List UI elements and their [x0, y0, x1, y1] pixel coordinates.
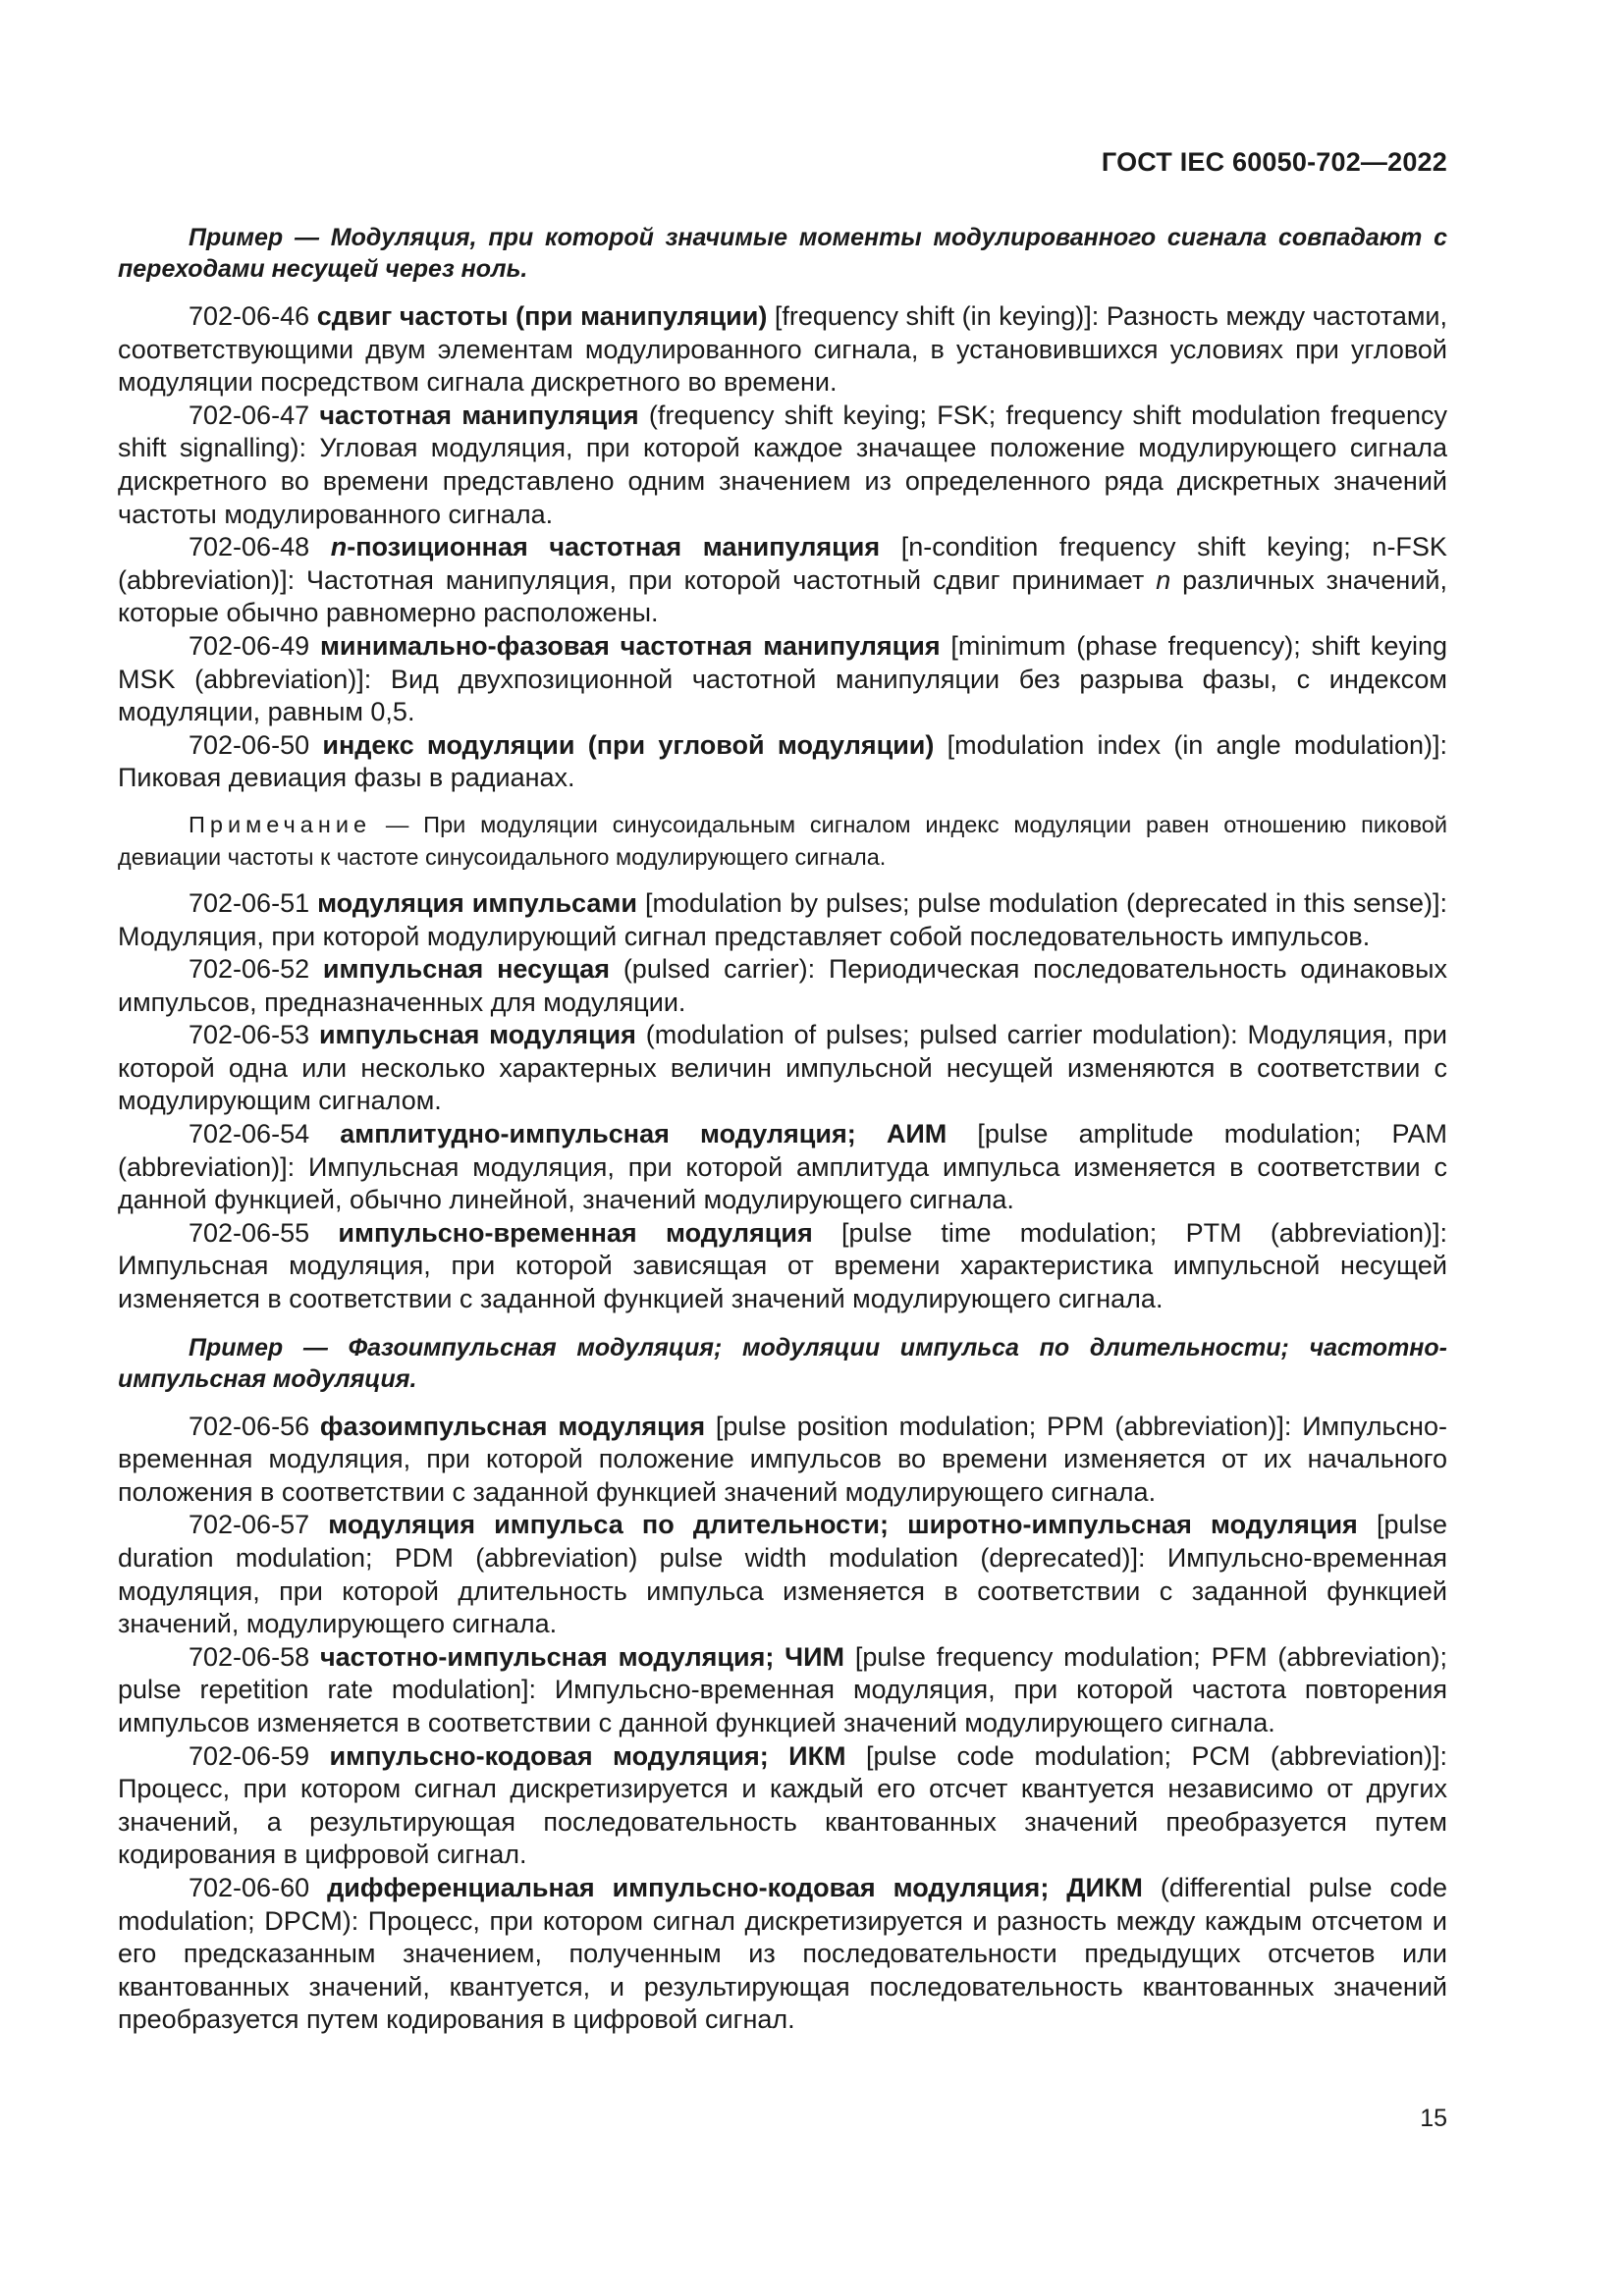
entry-number: 702-06-53 [189, 1020, 310, 1050]
entry-definition: [pulse code modulation; PCM (abbreviation)]: Процесс, при котором сигнал дискретизируется и каждый его отсчет квантуется независимо от других значений, а результирующая последовательность квантованных значений преобразуется путем кодирования в цифровой сигнал. [118, 1740, 1447, 1870]
entry-definition: [n-condition frequency shift keying; n-FSK (abbreviation)]: Частотная манипуляция, при которой частотный сдвиг принимает [118, 532, 1447, 595]
entry-definition: (frequency shift keying; FSK; frequency shift modulation frequency shift signalling): Угловая модуляция, при которой каждое значащее положение модулирующего сигнала дискретного во времени представлено одним значением из определенного ряда дискретных значений частоты модулированного сигнала. [118, 400, 1447, 529]
term-entry [118, 400, 1447, 531]
entry-number: 702-06-48 [189, 532, 310, 562]
entry-definition: (differential pulse code modulation; DPCM): Процесс, при котором сигнал дискретизируется и разность между каждым отсчетом и его предсказанным значением, полученным из последовательности предыдущих отсчетов или квантованных значений, квантуется, и результирующая последовательность квантованных значений преобразуется путем кодирования в цифровой сигнал. [118, 1872, 1447, 2035]
entry-number: 702-06-46 [189, 301, 310, 331]
term-entry [118, 729, 1447, 795]
entry-number: 702-06-58 [189, 1641, 310, 1672]
entry-definition: [frequency shift (in keying)]: Разность между частотами, соответствующими двум элементам модулированного сигнала, в установившихся условиях при угловой модуляции посредством сигнала дискретного во времени. [118, 301, 1447, 398]
entry-term: -позиционная частотная манипуляция [347, 532, 881, 562]
entry-term-italic: n [330, 532, 348, 562]
entry-term: дифференциальная импульсно-кодовая модуляция; ДИКМ [327, 1872, 1143, 1902]
term-entry [118, 1019, 1447, 1118]
document-body [118, 222, 1447, 2037]
term-entry [118, 531, 1447, 630]
term-entry [118, 1217, 1447, 1316]
entry-definition: различных значений, которые обычно равномерно расположены. [118, 564, 1447, 628]
entry-term: модуляция импульса по длительности; широтно-импульсная модуляция [328, 1510, 1358, 1540]
entry-term: минимально-фазовая частотная манипуляция [319, 630, 941, 661]
entries-group-b [118, 630, 1447, 795]
entry-term: импульсно-кодовая модуляция; ИКМ [329, 1740, 846, 1771]
entry-definition: [minimum (phase frequency); shift keying MSK (abbreviation)]: Вид двухпозиционной частотной манипуляции без разрыва фазы, с индексом модуляции, равным 0,5. [118, 630, 1447, 727]
term-entry [118, 1118, 1447, 1217]
entry-number: 702-06-51 [189, 887, 310, 918]
term-entry [118, 887, 1447, 953]
entry-definition: [pulse duration modulation; PDM (abbreviation) pulse width modulation (deprecated)]: Импульсно-временная модуляция, при которой длительность импульса изменяется в соответствии с заданной функцией значений, модулирующего сигнала. [118, 1510, 1447, 1639]
entry-term: индекс модуляции (при угловой модуляции) [322, 729, 935, 760]
entry-number: 702-06-55 [189, 1217, 310, 1248]
page-number: 15 [1420, 2105, 1447, 2132]
entry-number: 702-06-49 [189, 630, 310, 661]
term-entry [118, 1641, 1447, 1740]
note-text: — При модуляции синусоидальным сигналом индекс модуляции равен отношению пиковой девиации частоты к частоте синусоидального модулирующего сигнала. [118, 811, 1447, 870]
entry-term: импульсная модуляция [318, 1020, 636, 1050]
entry-term: амплитудно-импульсная модуляция; АИМ [340, 1119, 947, 1149]
term-entry [118, 1872, 1447, 2037]
entry-definition: (pulsed carrier): Периодическая последовательность одинаковых импульсов, предназначенных для модуляции. [118, 954, 1447, 1017]
entry-definition: [pulse frequency modulation; PFM (abbreviation); pulse repetition rate modulation]: Импульсно-временная модуляция, при которой частота повторения импульсов изменяется в соответствии с данной функцией значений модулирующего сигнала. [118, 1641, 1447, 1737]
term-entry [118, 1509, 1447, 1640]
entry-term: модуляция импульсами [317, 887, 637, 918]
entry-number: 702-06-56 [189, 1411, 310, 1441]
entry-number: 702-06-52 [189, 954, 310, 985]
entry-number: 702-06-57 [189, 1510, 310, 1540]
entry-number: 702-06-60 [189, 1872, 310, 1902]
example-note: Пример — Модуляция, при которой значимые моменты модулированного сигнала совпадают с переходами несущей через ноль. [118, 224, 1447, 283]
entries-group-d [118, 1411, 1447, 2037]
example-note: Пример — Фазоимпульсная модуляция; модуляции импульса по длительности; частотно-импульсная модуляция. [118, 1333, 1447, 1393]
entry-definition: [modulation index (in angle modulation)]: Пиковая девиация фазы в радианах. [118, 729, 1447, 793]
entry-definition: (modulation of pulses; pulsed carrier modulation): Модуляция, при которой одна или несколько характерных величин импульсной несущей изменяются в соответствии с модулирующим сигналом. [118, 1020, 1447, 1116]
entry-term: импульсно-временная модуляция [338, 1217, 813, 1248]
entry-term: частотно-импульсная модуляция; ЧИМ [319, 1641, 845, 1672]
entry-definition: [modulation by pulses; pulse modulation (deprecated in this sense)]: Модуляция, при которой модулирующий сигнал представляет собой последовательность импульсов. [118, 887, 1447, 951]
term-entry [118, 1411, 1447, 1510]
term-entry [118, 630, 1447, 729]
entry-definition: [pulse position modulation; PPM (abbreviation)]: Импульсно-временная модуляция, при которой положение импульсов во времени изменяется от их начального положения в соответствии с заданной функцией значений модулирующего сигнала. [118, 1411, 1447, 1507]
entry-term: сдвиг частоты (при манипуляции) [316, 301, 768, 331]
term-entry [118, 1740, 1447, 1872]
entry-term: частотная манипуляция [319, 400, 639, 430]
note-label: Примечание [189, 811, 372, 837]
entry-definition: [pulse amplitude modulation; PAM (abbreviation)]: Импульсная модуляция, при которой амплитуда импульса изменяется в соответствии с данной функцией, обычно линейной, значений модулирующего сигнала. [118, 1119, 1447, 1215]
term-entry [118, 953, 1447, 1019]
entry-definition: [pulse time modulation; PTM (abbreviation)]: Импульсная модуляция, при которой зависящая от времени характеристика импульсной несущей изменяется в соответствии с заданной функцией значений модулирующего сигнала. [118, 1217, 1447, 1314]
term-entry [118, 300, 1447, 400]
entries-group-c [118, 887, 1447, 1316]
entry-number: 702-06-50 [189, 729, 310, 760]
document-header: ГОСТ IEC 60050-702—2022 [1101, 147, 1447, 177]
note [118, 809, 1447, 874]
entry-number: 702-06-47 [189, 400, 310, 430]
entry-number: 702-06-54 [189, 1119, 310, 1149]
entry-term: фазоимпульсная модуляция [319, 1411, 706, 1441]
entries-group-a [118, 300, 1447, 531]
entry-number: 702-06-59 [189, 1740, 310, 1771]
entry-term: импульсная несущая [322, 954, 610, 985]
entry-definition-italic: n [1156, 564, 1171, 595]
